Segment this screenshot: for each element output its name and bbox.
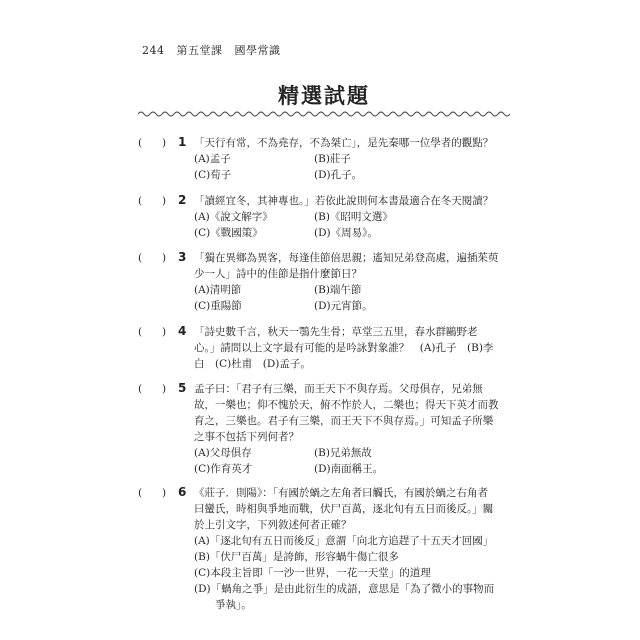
question-stem-line: 之事不包括下列何者？ bbox=[194, 431, 299, 443]
option-a: (A)父母俱存 bbox=[194, 447, 252, 459]
question-stem-line: 故，一樂也；仰不愧於天，俯不怍於人，二樂也；得天下英才而教 bbox=[194, 399, 499, 411]
wavy-divider bbox=[138, 110, 510, 118]
question-number: 1 bbox=[178, 135, 187, 149]
page-number: 244 bbox=[142, 44, 165, 57]
option-b: (B)《昭明文選》 bbox=[314, 211, 393, 223]
option-b: (B)莊子 bbox=[314, 153, 351, 165]
question-number: 3 bbox=[178, 250, 187, 264]
option-b: (B)端午節 bbox=[314, 284, 362, 296]
option-c: (C)重陽節 bbox=[194, 300, 242, 312]
question-stem-line: 曰蠻氏，時相與爭地而戰，伏尸百萬，逐北旬有五日而後反。」關 bbox=[194, 503, 494, 515]
question-stem-line: 《莊子．則陽》：「有國於蝸之左角者曰觸氏，有國於蝸之右角者 bbox=[194, 487, 488, 499]
option-c: (C)作育英才 bbox=[194, 463, 253, 475]
option-c: (C)荀子 bbox=[194, 169, 232, 181]
option-d: (D)《周易》。 bbox=[314, 227, 378, 239]
question-stem: 「讀經宜冬，其神專也。」若依此說則何本書最適合在冬天閱讀？ bbox=[194, 195, 494, 207]
question-stem-line: 育之，三樂也。君子有三樂，而王天下不與存焉。」可知孟子所樂 bbox=[194, 415, 494, 427]
question-number: 2 bbox=[178, 193, 187, 207]
question-stem-line: 心。」請問以上文字最有可能的是吟詠對象誰？ (A)孔子 (B)李 bbox=[194, 342, 494, 354]
question-number: 4 bbox=[178, 324, 187, 338]
option-d: (D)南面稱王。 bbox=[314, 463, 384, 475]
section-label: 國學常識 bbox=[234, 44, 281, 57]
option-d: (D)元宵節。 bbox=[314, 300, 373, 312]
question-stem-line: 「獨在異鄉為異客，每逢佳節倍思親；遙知兄弟登高處，遍插茱萸 bbox=[194, 252, 499, 264]
option-a: (A)清明節 bbox=[194, 284, 242, 296]
question-stem-line: 「詩史數千言，秋天一鶚先生骨；草堂三五里，春水群鷗野老 bbox=[194, 326, 478, 338]
question-stem-line: 孟子曰：「君子有三樂，而王天下不與存焉。父母俱存，兄弟無 bbox=[194, 383, 483, 395]
question-stem-line: 於上引文字，下列敘述何者正確？ bbox=[194, 519, 352, 531]
question-number: 5 bbox=[178, 381, 187, 395]
option-b: (B)「伏尸百萬」是誇飾，形容蝸牛傷亡很多 bbox=[194, 551, 399, 563]
question-stem: 「天行有常，不為堯存，不為桀亡」，是先秦哪一位學者的觀點？ bbox=[194, 137, 494, 149]
option-a: (A)「逐北旬有五日而後反」意謂「向北方追趕了十五天才回國」 bbox=[194, 535, 494, 547]
option-a: (A)《說文解字》 bbox=[194, 211, 273, 223]
question-stem-line: 白 (C)杜甫 (D)孟子。 bbox=[194, 358, 311, 370]
question-stem-line: 少一人」詩中的佳節是指什麼節日？ bbox=[194, 268, 362, 280]
option-c: (C)《戰國策》 bbox=[194, 227, 263, 239]
chapter-label: 第五堂課 bbox=[176, 44, 223, 57]
option-b: (B)兄弟無故 bbox=[314, 447, 372, 459]
title-band bbox=[138, 72, 510, 120]
page-header bbox=[142, 42, 289, 58]
option-c: (C)本段主旨即「一沙一世界，一花一天堂」的道理 bbox=[194, 567, 431, 579]
option-d-continued: 爭執」。 bbox=[194, 599, 252, 611]
option-d: (D)孔子。 bbox=[314, 169, 363, 181]
option-a: (A)孟子 bbox=[194, 153, 231, 165]
page-title: 精選試題 bbox=[278, 84, 370, 108]
question-number: 6 bbox=[178, 485, 187, 499]
option-d: (D)「蝸角之爭」是由此衍生的成語，意思是「為了微小的事物而 bbox=[194, 583, 495, 595]
